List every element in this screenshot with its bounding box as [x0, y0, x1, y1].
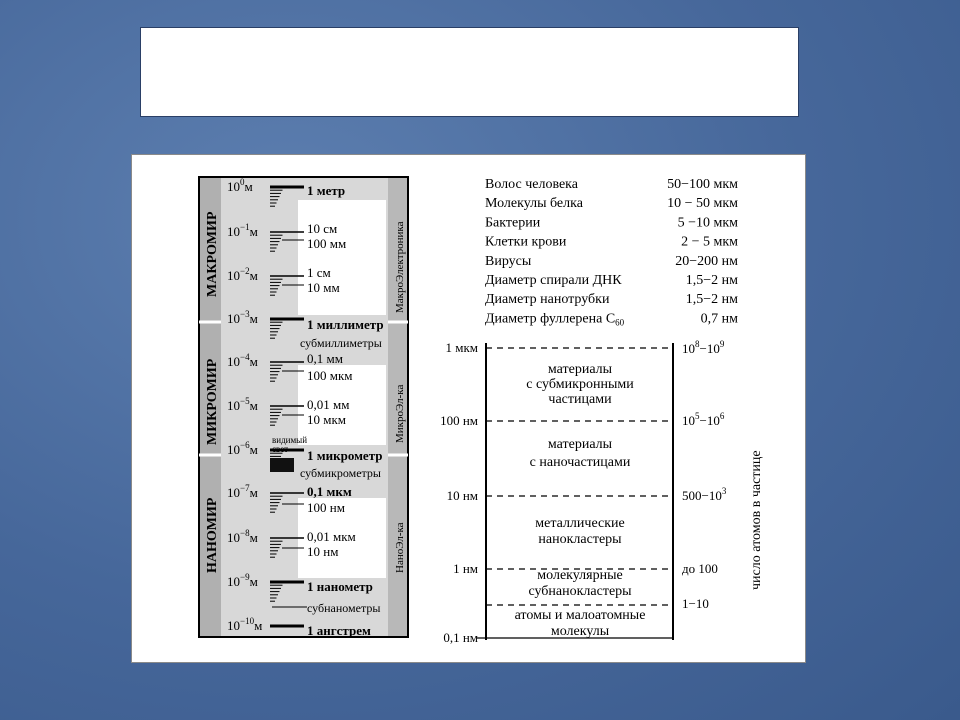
- visible-light-bar: [270, 458, 294, 472]
- level-box-text: нанокластеры: [538, 532, 622, 547]
- label-0-01-mkm: 0,01 мкм: [307, 529, 356, 544]
- exponent-label: $10^0м$: [227, 177, 253, 194]
- band-makromir: МАКРОМИР: [205, 211, 220, 297]
- particle-levels: [440, 339, 727, 645]
- label-10-sm: 10 см: [307, 221, 338, 236]
- visible-light-label-2: свет: [272, 444, 289, 454]
- label-10-mkm: 10 мкм: [307, 412, 347, 427]
- size-item-name: Клетки крови: [485, 234, 567, 250]
- size-item-name: Диаметр спирали ДНК: [485, 273, 622, 288]
- axis-label-atoms: число атомов в частице: [749, 450, 764, 590]
- level-right-label: $500-10^3$: [682, 486, 727, 503]
- exponent-label: $10^{-5}м$: [227, 396, 258, 413]
- level-box-text: молекулярные: [537, 568, 623, 583]
- size-item-value: 0,7 нм: [700, 311, 738, 327]
- level-box-text: материалы: [547, 362, 613, 377]
- size-list: [485, 177, 738, 327]
- level-box-text: молекулы: [550, 624, 610, 639]
- size-item-value: 1,5−2 нм: [685, 273, 738, 288]
- level-box-text: металлические: [535, 516, 625, 531]
- label-0-01-mm: 0,01 мм: [307, 397, 350, 412]
- level-right-label: $10^5-10^6$: [682, 411, 725, 428]
- band-makroelektronika: МакроЭлектроника: [394, 221, 406, 313]
- level-left-label: 0,1 нм: [443, 630, 478, 645]
- label-1-nanometr: 1 нанометр: [307, 579, 373, 594]
- label-subnanometry: субнанометры: [307, 601, 381, 615]
- label-0-1-mm: 0,1 мм: [307, 351, 343, 366]
- size-item-value: 20−200 нм: [675, 253, 738, 269]
- size-item-name: Бактерии: [485, 215, 541, 231]
- exponent-label: $10^{-3}м$: [227, 309, 258, 326]
- band-mikroel: МикроЭл-ка: [394, 384, 406, 443]
- level-box-text: атомы и малоатомные: [514, 608, 646, 623]
- level-box-text: материалы: [547, 437, 613, 452]
- label-10-nm: 10 нм: [307, 544, 339, 559]
- size-item-name: Диаметр фуллерена $С_{60}$: [485, 311, 625, 328]
- exponent-label: $10^{-9}м$: [227, 572, 258, 589]
- visible-light-label-1: видимый: [272, 435, 308, 445]
- label-0-1-mkm: 0,1 мкм: [307, 484, 352, 499]
- level-right-label: до 100: [682, 561, 718, 576]
- label-1-angstrem: 1 ангстрем: [307, 623, 371, 638]
- label-10-mm: 10 мм: [307, 280, 340, 295]
- label-100-mm: 100 мм: [307, 236, 347, 251]
- label-submikrometry: субмикрометры: [300, 466, 381, 480]
- label-100-mkm: 100 мкм: [307, 368, 353, 383]
- level-left-label: 100 нм: [440, 413, 478, 428]
- exponent-label: $10^{-8}м$: [227, 528, 258, 545]
- level-left-label: 10 нм: [446, 488, 478, 503]
- level-box-text: частицами: [548, 392, 612, 407]
- label-1-millimetr: 1 миллиметр: [307, 317, 384, 332]
- label-1-metr: 1 метр: [307, 183, 346, 198]
- nanoscale-figure: [131, 154, 806, 663]
- level-left-label: 1 нм: [453, 561, 478, 576]
- title-box: [140, 27, 799, 117]
- exponent-label: $10^{-7}м$: [227, 483, 258, 500]
- level-right-label: 1−10: [682, 596, 709, 611]
- level-box-text: с субмикронными: [526, 377, 634, 392]
- size-item-name: Молекулы белка: [485, 196, 583, 212]
- level-box-text: субнанокластеры: [528, 584, 632, 599]
- size-item-value: 1,5−2 нм: [685, 292, 738, 308]
- exponent-label: $10^{-4}м$: [227, 352, 258, 369]
- scale-diagram: [132, 155, 805, 662]
- size-item-name: Вирусы: [485, 253, 532, 269]
- label-submillimetry: субмиллиметры: [300, 336, 382, 350]
- label-1-sm: 1 см: [307, 265, 331, 280]
- size-item-value: 2 − 5 мкм: [681, 234, 738, 250]
- level-box-text: с наночастицами: [529, 455, 631, 470]
- label-100-nm: 100 нм: [307, 500, 345, 515]
- level-left-label: 1 мкм: [445, 340, 478, 355]
- size-item-value: 50−100 мкм: [667, 177, 738, 192]
- band-mikromir: МИКРОМИР: [205, 358, 220, 445]
- exponent-label: $10^{-1}м$: [227, 222, 258, 239]
- exponent-label: $10^{-6}м$: [227, 440, 258, 457]
- size-item-name: Волос человека: [485, 177, 578, 192]
- exponent-label: $10^{-10}м$: [227, 616, 263, 633]
- band-nanoel: НаноЭл-ка: [394, 522, 406, 573]
- size-item-name: Диаметр нанотрубки: [485, 292, 610, 308]
- size-item-value: 10 − 50 мкм: [667, 196, 738, 212]
- size-item-value: 5 −10 мкм: [677, 215, 738, 231]
- exponent-label: $10^{-2}м$: [227, 266, 258, 283]
- band-nanomir: НАНОМИР: [205, 497, 220, 573]
- label-1-mikrometr: 1 микрометр: [307, 448, 383, 463]
- level-right-label: $10^8-10^9$: [682, 339, 725, 356]
